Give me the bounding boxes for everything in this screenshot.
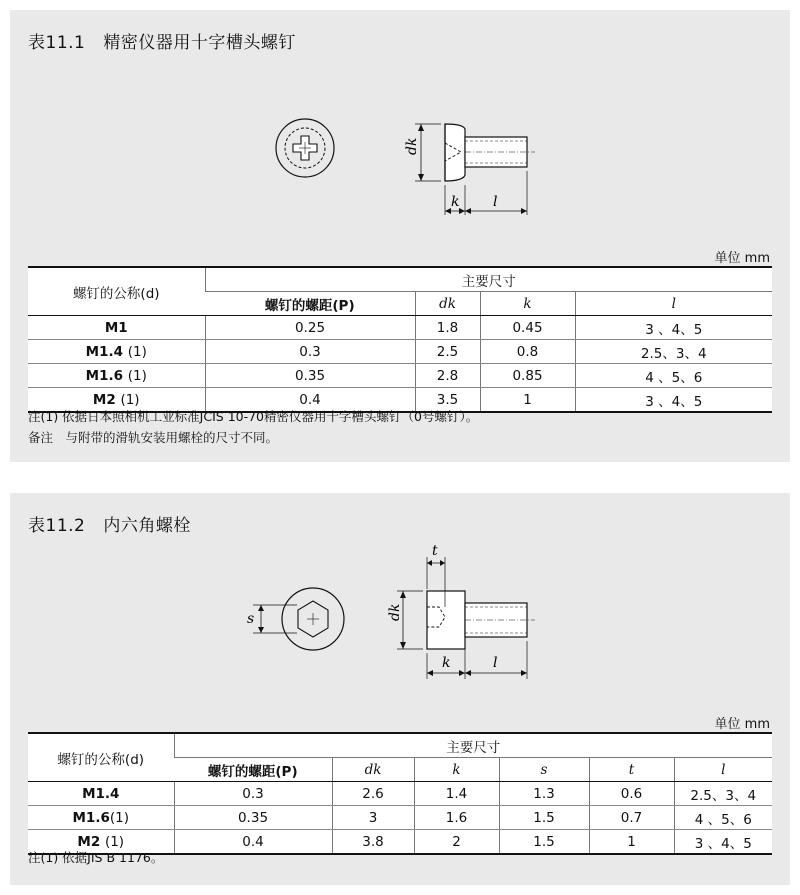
row-name: M1 [104,319,128,336]
remark: 备注 与附带的滑轨安装用螺栓的尺寸不同。 [28,430,279,445]
k-cell: 1 [480,388,575,413]
pitch-cell: 0.3 [174,782,332,806]
row-name: M1.6 [85,367,124,384]
header-main-dims: 主要尺寸 [174,733,772,758]
table-title: 精密仪器用十字槽头螺钉 [103,33,296,53]
t-cell: 0.6 [589,782,674,806]
k-cell: 1.4 [414,782,499,806]
table-number: 表11.1 [28,33,86,53]
k-cell: 0.45 [480,316,575,340]
header-t: t [589,758,674,782]
bolt-top-view [247,588,344,650]
l-cell: 2.5、3、4 [674,782,772,806]
table-11-2-title [28,511,191,536]
screw-side-view [404,124,535,215]
dk-cell: 2.5 [415,340,480,364]
pitch-cell: 0.3 [205,340,415,364]
k-cell: 1.6 [414,806,499,830]
l-cell: 3 、4、5 [674,830,772,855]
row-note: (1) [104,833,125,850]
s-label: s [247,611,255,627]
s-cell: 1.3 [499,782,589,806]
s-cell: 1.5 [499,830,589,855]
l-cell: 3 、4、5 [575,388,772,413]
table-row [28,316,772,340]
header-k: k [414,758,499,782]
l-cell: 4 、5、6 [575,364,772,388]
dk-label: dk [404,137,420,155]
header-pitch: 螺钉的螺距(P) [174,758,332,782]
table-11-2-panel [10,493,790,885]
header-l: l [575,292,772,316]
table-title: 内六角螺栓 [103,516,191,536]
footnote-1: 注(1) 依据日本照相机工业标准JCIS 10-70精密仪器用十字槽头螺钉（0号螺钉）。 [28,409,479,424]
dk-cell: 1.8 [415,316,480,340]
dk-cell: 3.8 [332,830,414,855]
unit-label: 单位 mm [714,717,770,732]
k-cell: 0.8 [480,340,575,364]
row-name: M2 [92,391,116,408]
dk-cell: 2.6 [332,782,414,806]
header-nominal: 螺钉的公称(d) [28,733,174,782]
k-label: k [442,655,451,671]
table-11-2-notes [28,847,163,868]
table-row [28,340,772,364]
header-dk: dk [332,758,414,782]
unit-label: 单位 mm [714,251,770,266]
row-note: (1) [127,343,147,360]
table-11-1-title [28,28,296,53]
header-main-dims: 主要尺寸 [205,267,772,292]
row-name: M1.6 [72,809,110,826]
table-row [28,364,772,388]
hex-socket-bolt-drawing [235,541,545,681]
dk-label: dk [387,603,403,621]
l-label: l [493,655,498,671]
t-cell: 1 [589,830,674,855]
l-cell: 4 、5、6 [674,806,772,830]
pitch-cell: 0.35 [174,806,332,830]
row-note: (1) [109,809,129,826]
row-name: M1.4 [85,343,124,360]
phillips-screw-drawing [265,105,545,215]
screw-top-view [276,119,334,177]
header-nominal: 螺钉的公称(d) [28,267,205,316]
pitch-cell: 0.4 [205,388,415,413]
pitch-cell: 0.35 [205,364,415,388]
k-label: k [451,194,460,210]
header-dk: dk [415,292,480,316]
table-11-1 [28,266,772,413]
pitch-cell: 0.4 [174,830,332,855]
dk-cell: 3.5 [415,388,480,413]
header-l: l [674,758,772,782]
header-k: k [480,292,575,316]
row-note: (1) [120,391,140,408]
header-pitch: 螺钉的螺距(P) [205,292,415,316]
row-name: M1.4 [82,785,120,802]
table-row [28,782,772,806]
header-s: s [499,758,589,782]
t-cell: 0.7 [589,806,674,830]
pitch-cell: 0.25 [205,316,415,340]
row-name: M2 [77,833,101,850]
dk-cell: 3 [332,806,414,830]
k-cell: 0.85 [480,364,575,388]
table-number: 表11.2 [28,516,86,536]
footnote-1: 注(1) 依据JIS B 1176。 [28,850,164,865]
table-11-1-panel [10,10,790,462]
s-cell: 1.5 [499,806,589,830]
l-label: l [493,194,498,210]
l-cell: 3 、4、5 [575,316,772,340]
l-cell: 2.5、3、4 [575,340,772,364]
table-11-2 [28,732,772,855]
dk-cell: 2.8 [415,364,480,388]
table-row [28,806,772,830]
table-11-1-notes [28,406,478,448]
row-note: (1) [127,367,147,384]
t-label: t [432,543,438,559]
k-cell: 2 [414,830,499,855]
bolt-side-view [387,543,535,679]
